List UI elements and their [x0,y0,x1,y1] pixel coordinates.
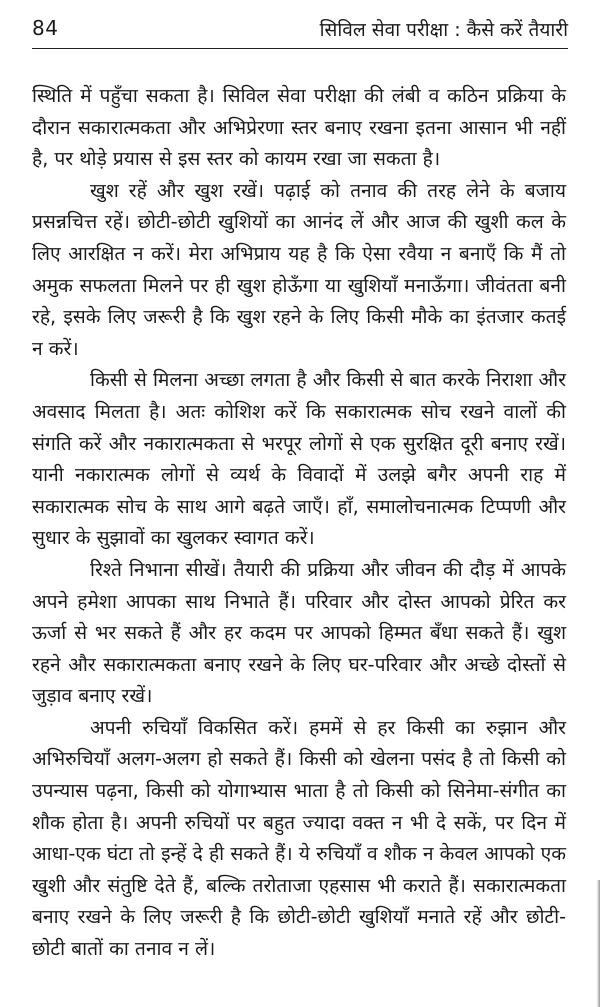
body-text [32,80,566,965]
paragraph-continuation: स्थिति में पहुँचा सकता है। सिविल सेवा परीक्षा की लंबी व कठिन प्रक्रिया के दौरान सकारात्मकता और अभिप्रेरणा स्तर बनाए रखना इतना आसान भी नहीं है, पर थोड़े प्रयास से इस स्तर को कायम रखा जा सकता है। [32,84,566,171]
running-title: सिविल सेवा परीक्षा : कैसे करें तैयारी [319,19,568,41]
paragraph-hobbies: अपनी रुचियाँ विकसित करें। हममें से हर किसी का रुझान और अभिरुचियाँ अलग-अलग हो सकते हैं। किसी को खेलना पसंद है तो किसी को उपन्यास पढ़ना, किसी को योगाभ्यास भाता है तो किसी को सिनेमा-संगीत का शौक होता है। अपनी रुचियों पर बहुत ज्यादा वक्त न भी दे सकें, पर दिन में आधा-एक घंटा तो इन्हें दे ही सकते हैं। ये रुचियाँ व शौक न केवल आपको एक खुशी और संतुष्टि देते हैं, बल्कि तरोताजा एहसास भी कराते हैं। सकारात्मकता बनाए रखने के लिए जरूरी है कि छोटी-छोटी खुशियाँ मनाते रहें और छोटी-छोटी बातों का तनाव न लें। [32,715,566,961]
paragraph-stay-happy: खुश रहें और खुश रखें। पढ़ाई को तनाव की तरह लेने के बजाय प्रसन्नचित्त रहें। छोटी-छोटी खुशियों का आनंद लें और आज की खुशी कल के लिए आरक्षित न करें। मेरा अभिप्राय यह है कि ऐसा रवैया न बनाएँ कि मैं तो अमुक सफलता मिलने पर ही खुश होऊँगा या खुशियाँ मनाऊँगा। जीवंतता बनी रहे, इसके लिए जरूरी है कि खुश रहने के लिए किसी मौके का इंतजार कतई न करें। [32,178,566,360]
page-number: 84 [32,16,59,40]
paragraph-relationships: रिश्ते निभाना सीखें। तैयारी की प्रक्रिया और जीवन की दौड़ में आपके अपने हमेशा आपका साथ निभाते हैं। परिवार और दोस्त आपको प्रेरित कर ऊर्जा से भर सकते हैं और हर कदम पर आपको हिम्मत बँधा सकते हैं। खुश रहने और सकारात्मकता बनाए रखने के लिए घर-परिवार और अच्छे दोस्तों से जुड़ाव बनाए रखें। [32,557,566,708]
page-header [32,14,568,49]
paragraph-positive-company: किसी से मिलना अच्छा लगता है और किसी से बात करके निराशा और अवसाद मिलता है। अतः कोशिश करें कि सकारात्मक सोच रखने वालों की संगति करें और नकारात्मकता से भरपूर लोगों से एक सुरक्षित दूरी बनाए रखें। यानी नकारात्मक लोगों से व्यर्थ के विवादों में उलझे बगैर अपनी राह में सकारात्मक सोच के साथ आगे बढ़ते जाएँ। हाँ, समालोचनात्मक टिप्पणी और सुधार के सुझावों का खुलकर स्वागत करें। [32,368,566,550]
